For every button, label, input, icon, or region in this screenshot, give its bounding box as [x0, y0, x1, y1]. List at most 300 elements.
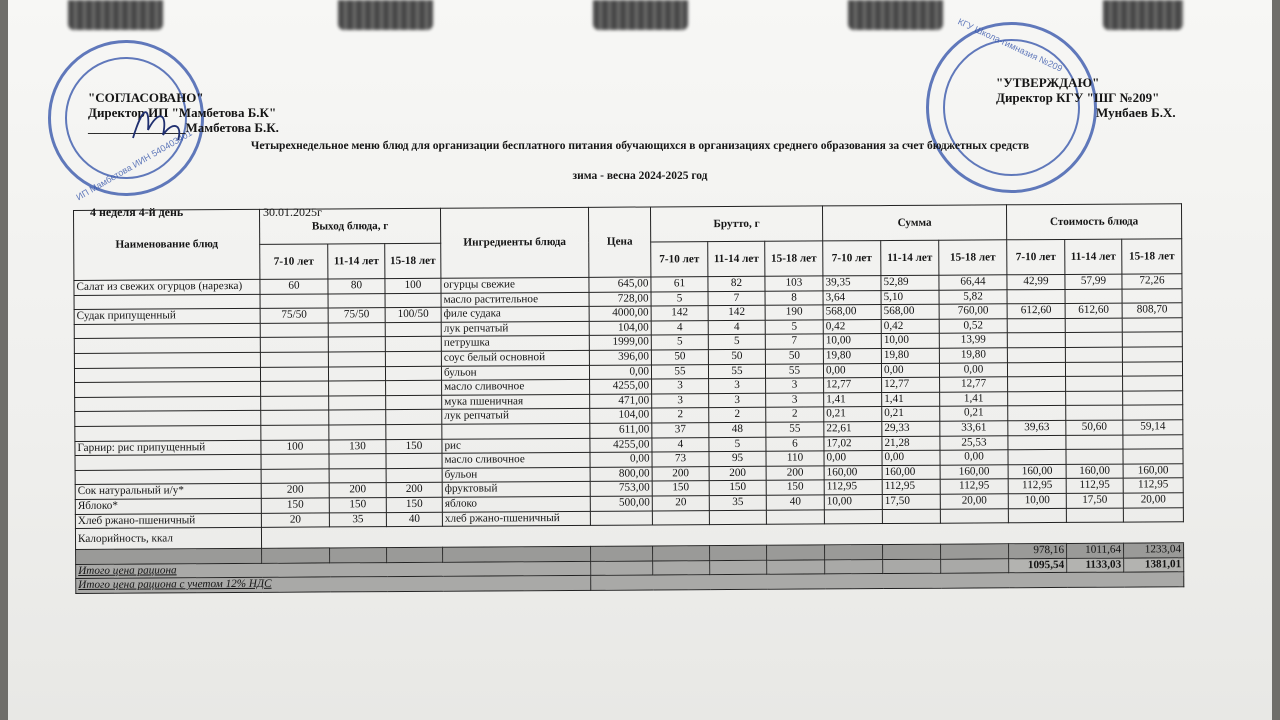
price-cell: 104,00 — [589, 321, 651, 336]
approval-right-line2: Мунбаев Б.Х. — [1096, 105, 1176, 120]
cost-cell — [1065, 347, 1122, 362]
sum-cell: 12,77 — [940, 377, 1008, 392]
output-cell: 40 — [386, 512, 442, 527]
header-brutto: Брутто, г — [650, 206, 822, 242]
sum-cell: 0,52 — [939, 319, 1007, 334]
brutto-cell: 50 — [651, 350, 708, 365]
price-cell: 800,00 — [590, 467, 652, 482]
output-cell: 200 — [386, 483, 442, 498]
sum-cell: 20,00 — [940, 494, 1008, 509]
cost-cell: 112,95 — [1066, 478, 1123, 493]
brutto-cell — [652, 510, 709, 525]
cost-cell — [1008, 508, 1066, 523]
sum-cell: 568,00 — [823, 305, 881, 320]
total-vat-label: Итого цена рациона с учетом 12% НДС — [76, 576, 591, 594]
day-label: 4 неделя 4-й день — [90, 205, 184, 219]
cost-cell — [1123, 390, 1183, 405]
output-cell — [261, 425, 329, 440]
sum-cell: 1,41 — [940, 392, 1008, 407]
dish-name-cell: Салат из свежих огурцов (нарезка) — [74, 279, 260, 295]
output-cell — [386, 424, 442, 439]
output-cell — [329, 395, 386, 410]
sum-cell: 760,00 — [939, 304, 1007, 319]
ingredient-cell — [442, 423, 590, 438]
price-cell: 0,00 — [590, 452, 652, 467]
output-cell — [385, 351, 441, 366]
brutto-cell: 55 — [765, 363, 823, 378]
output-cell: 60 — [260, 279, 328, 294]
sum-cell: 12,77 — [882, 377, 940, 392]
cost-cell — [1007, 289, 1065, 304]
header-age: 11-14 лет — [1065, 239, 1122, 274]
document-title: Четырехнедельное меню блюд для организации бесплатного питания обучающихся в организациях среднего образования за счет бюджетных средств — [250, 140, 1030, 152]
cost-cell — [1007, 318, 1065, 333]
sum-cell: 13,99 — [939, 333, 1007, 348]
output-cell — [329, 410, 386, 425]
brutto-cell: 103 — [765, 276, 823, 291]
sum-cell: 21,28 — [882, 436, 940, 451]
dish-name-cell — [74, 338, 260, 354]
price-cell: 396,00 — [589, 350, 651, 365]
cost-cell: 160,00 — [1008, 464, 1066, 479]
output-cell: 150 — [261, 498, 329, 513]
cost-cell: 160,00 — [1066, 464, 1123, 479]
cost-cell — [1123, 434, 1183, 449]
output-cell — [329, 425, 386, 440]
brutto-cell: 55 — [766, 422, 824, 437]
brutto-cell: 50 — [708, 349, 765, 364]
cost-cell: 59,14 — [1123, 420, 1183, 435]
brutto-cell: 5 — [651, 335, 708, 350]
output-cell — [329, 381, 386, 396]
approval-left-line1: Директор ИП "Мамбетова Б.К" — [88, 105, 277, 120]
redaction-bar — [68, 0, 163, 30]
price-cell: 500,00 — [590, 496, 652, 511]
sum-cell: 10,00 — [823, 334, 881, 349]
cost-cell: 612,60 — [1065, 303, 1122, 318]
brutto-cell: 2 — [709, 408, 766, 423]
brutto-cell: 55 — [651, 364, 708, 379]
output-cell: 150 — [386, 497, 442, 512]
cost-cell: 20,00 — [1123, 493, 1183, 508]
sum-cell: 112,95 — [940, 479, 1008, 494]
total-price-value: 978,16 — [1009, 544, 1067, 559]
brutto-cell: 200 — [652, 466, 709, 481]
brutto-cell: 6 — [766, 436, 824, 451]
dish-name-cell — [74, 367, 260, 383]
sum-cell: 33,61 — [940, 421, 1008, 436]
output-cell: 80 — [328, 279, 385, 294]
cost-cell — [1122, 361, 1182, 376]
redaction-bar — [848, 0, 943, 30]
ingredient-cell: лук репчатый — [442, 409, 590, 424]
output-cell: 35 — [329, 512, 386, 527]
sum-cell: 10,00 — [881, 334, 939, 349]
dish-name-cell: Гарнир: рис припущенный — [75, 440, 261, 456]
sum-cell: 22,61 — [824, 422, 882, 437]
header-ingredients: Ингредиенты блюда — [440, 207, 588, 278]
header-age: 7-10 лет — [651, 242, 708, 277]
sum-cell: 0,21 — [940, 406, 1008, 421]
sum-cell: 568,00 — [881, 304, 939, 319]
brutto-cell: 5 — [708, 335, 765, 350]
output-cell — [261, 381, 329, 396]
brutto-cell: 150 — [709, 481, 766, 496]
day-date: 30.01.2025г — [263, 205, 322, 219]
brutto-cell: 4 — [708, 320, 765, 335]
brutto-cell: 8 — [765, 291, 823, 306]
sum-cell: 39,35 — [823, 276, 881, 291]
brutto-cell: 4 — [651, 320, 708, 335]
dish-name-cell: Яблоко* — [75, 498, 261, 514]
approval-left-line2: _______________Мамбетова Б.К. — [88, 120, 279, 135]
cost-cell: 42,99 — [1007, 274, 1065, 289]
left-stamp-text: ИП Мамбетова ИИН 540403401 — [74, 127, 194, 203]
brutto-cell: 37 — [652, 423, 709, 438]
cost-cell — [1008, 435, 1066, 450]
output-cell: 130 — [329, 439, 386, 454]
cost-cell — [1066, 376, 1123, 391]
cost-cell — [1122, 347, 1182, 362]
sum-cell: 10,00 — [824, 494, 882, 509]
output-cell — [385, 293, 441, 308]
output-cell: 150 — [386, 439, 442, 454]
right-stamp-text: КГУ Школа-гимназия №209 — [956, 16, 1065, 74]
cost-cell — [1008, 391, 1066, 406]
header-age: 7-10 лет — [823, 241, 881, 276]
sum-cell: 0,42 — [881, 319, 939, 334]
cost-cell: 612,60 — [1007, 304, 1065, 319]
price-cell: 1999,00 — [589, 335, 651, 350]
sum-cell: 0,00 — [940, 450, 1008, 465]
sum-cell: 19,80 — [823, 349, 881, 364]
dish-name-cell — [74, 352, 260, 368]
output-cell — [329, 468, 386, 483]
brutto-cell — [709, 510, 766, 525]
price-cell: 611,00 — [590, 423, 652, 438]
approval-right-heading: "УТВЕРЖДАЮ" — [996, 75, 1100, 90]
price-cell: 0,00 — [589, 365, 651, 380]
sum-cell: 17,02 — [824, 436, 882, 451]
brutto-cell: 5 — [709, 437, 766, 452]
brutto-cell: 7 — [708, 291, 765, 306]
cost-cell — [1123, 449, 1183, 464]
brutto-cell: 82 — [708, 276, 765, 291]
output-cell — [261, 469, 329, 484]
price-cell: 753,00 — [590, 481, 652, 496]
price-cell: 645,00 — [589, 277, 651, 292]
brutto-cell: 200 — [709, 466, 766, 481]
brutto-cell: 142 — [651, 306, 708, 321]
dish-name-cell — [75, 396, 261, 412]
cost-cell — [1122, 318, 1182, 333]
sum-cell: 25,53 — [940, 435, 1008, 450]
brutto-cell: 3 — [766, 378, 824, 393]
brutto-cell: 3 — [709, 393, 766, 408]
brutto-cell: 61 — [651, 277, 708, 292]
cost-cell — [1066, 508, 1123, 523]
brutto-cell: 3 — [652, 393, 709, 408]
brutto-cell: 3 — [709, 378, 766, 393]
brutto-cell: 110 — [766, 451, 824, 466]
cost-cell — [1008, 377, 1066, 392]
total-vat-value: 1095,54 — [1009, 558, 1067, 573]
brutto-cell: 5 — [765, 320, 823, 335]
output-cell — [385, 322, 441, 337]
sum-cell: 0,21 — [824, 407, 882, 422]
cost-cell: 112,95 — [1008, 479, 1066, 494]
cost-cell: 39,63 — [1008, 420, 1066, 435]
output-cell — [329, 454, 386, 469]
sum-cell: 160,00 — [824, 465, 882, 480]
dish-name-cell — [74, 294, 260, 310]
output-cell — [386, 410, 442, 425]
output-cell — [385, 366, 441, 381]
cost-cell: 808,70 — [1122, 303, 1182, 318]
ingredient-cell: яблоко — [442, 496, 590, 511]
menu-body — [74, 274, 1183, 529]
cost-cell: 160,00 — [1123, 463, 1183, 478]
cost-cell — [1007, 347, 1065, 362]
header-dish: Наименование блюд — [74, 209, 260, 280]
total-vat-empty — [591, 572, 1184, 590]
cost-cell: 72,26 — [1122, 274, 1182, 289]
cost-cell — [1065, 289, 1122, 304]
cost-cell: 17,50 — [1066, 493, 1123, 508]
sum-cell: 0,21 — [882, 407, 940, 422]
brutto-cell: 150 — [766, 480, 824, 495]
sum-cell: 19,80 — [881, 348, 939, 363]
sum-cell: 0,00 — [939, 362, 1007, 377]
header-age: 15-18 лет — [1122, 239, 1182, 274]
sum-cell: 1,41 — [824, 392, 882, 407]
redaction-bar — [593, 0, 688, 30]
price-cell: 4255,00 — [590, 437, 652, 452]
approval-right-line1: Директор КГУ "ШГ №209" — [996, 90, 1160, 105]
output-cell — [386, 468, 442, 483]
sum-cell: 112,95 — [882, 480, 940, 495]
calories-label: Калорийность, ккал — [75, 527, 261, 549]
output-cell: 100 — [385, 278, 441, 293]
dish-name-cell: Сок натуральный и/у* — [75, 484, 261, 500]
cost-cell: 10,00 — [1008, 493, 1066, 508]
header-age: 15-18 лет — [939, 240, 1007, 275]
sum-cell: 12,77 — [824, 378, 882, 393]
dish-name-cell: Судак припущенный — [74, 309, 260, 325]
cost-cell — [1123, 376, 1183, 391]
sum-cell: 17,50 — [882, 494, 940, 509]
cost-cell — [1065, 318, 1122, 333]
ingredient-cell: бульон — [441, 365, 589, 380]
brutto-cell: 200 — [766, 466, 824, 481]
cost-cell: 50,60 — [1066, 420, 1123, 435]
output-cell — [328, 366, 385, 381]
output-cell — [385, 337, 441, 352]
total-price-value: 1011,64 — [1067, 543, 1124, 558]
sum-cell: 5,10 — [881, 290, 939, 305]
ingredient-cell: фруктовый — [442, 482, 590, 497]
header-age: 11-14 лет — [328, 244, 385, 279]
output-cell — [260, 352, 328, 367]
header-age: 15-18 лет — [385, 243, 441, 278]
brutto-cell: 48 — [709, 422, 766, 437]
brutto-cell: 95 — [709, 451, 766, 466]
price-cell: 4000,00 — [589, 306, 651, 321]
sum-cell: 0,00 — [881, 363, 939, 378]
price-cell: 104,00 — [590, 408, 652, 423]
sum-cell: 112,95 — [824, 480, 882, 495]
dish-name-cell — [75, 425, 261, 441]
ingredient-cell: масло сливочное — [442, 380, 590, 395]
price-cell — [590, 510, 652, 525]
output-cell: 20 — [261, 512, 329, 527]
brutto-cell: 142 — [708, 305, 765, 320]
header-cost: Стоимость блюда — [1006, 204, 1181, 240]
dish-name-cell: Хлеб ржано-пшеничный — [75, 513, 261, 529]
ingredient-cell: бульон — [442, 467, 590, 482]
output-cell — [261, 454, 329, 469]
output-cell — [328, 322, 385, 337]
sum-cell: 0,42 — [823, 319, 881, 334]
cost-cell — [1008, 406, 1066, 421]
total-price-value: 1233,04 — [1124, 543, 1184, 558]
brutto-cell: 190 — [765, 305, 823, 320]
ingredient-cell: масло растительное — [441, 292, 589, 307]
output-cell — [328, 352, 385, 367]
cost-cell — [1122, 332, 1182, 347]
sum-cell: 160,00 — [882, 465, 940, 480]
output-cell — [386, 395, 442, 410]
sum-cell: 5,82 — [939, 289, 1007, 304]
sum-cell: 0,00 — [823, 363, 881, 378]
ingredient-cell: мука пшеничная — [442, 394, 590, 409]
header-age: 7-10 лет — [260, 244, 328, 279]
sum-cell: 29,33 — [882, 421, 940, 436]
cost-cell — [1123, 507, 1183, 522]
approval-right — [996, 75, 1176, 120]
cost-cell — [1065, 362, 1122, 377]
output-cell: 200 — [329, 483, 386, 498]
ingredient-cell: хлеб ржано-пшеничный — [442, 511, 590, 526]
brutto-cell: 5 — [651, 291, 708, 306]
cost-cell — [1066, 405, 1123, 420]
header-age: 11-14 лет — [881, 240, 939, 275]
sum-cell: 160,00 — [940, 465, 1008, 480]
output-cell — [386, 380, 442, 395]
signature — [128, 100, 188, 145]
price-cell: 4255,00 — [590, 379, 652, 394]
cost-cell — [1066, 391, 1123, 406]
output-cell: 75/50 — [328, 308, 385, 323]
ingredient-cell: масло сливочное — [442, 452, 590, 467]
price-cell: 728,00 — [589, 292, 651, 307]
brutto-cell: 4 — [652, 437, 709, 452]
ingredient-cell: огурцы свежие — [441, 277, 589, 292]
sum-cell: 19,80 — [939, 348, 1007, 363]
header-price: Цена — [588, 207, 650, 277]
sum-cell — [940, 508, 1008, 523]
dish-name-cell — [75, 454, 261, 470]
total-vat-value: 1133,03 — [1067, 558, 1124, 573]
output-cell — [261, 396, 329, 411]
redaction-bar — [338, 0, 433, 30]
output-cell — [328, 293, 385, 308]
output-cell — [261, 410, 329, 425]
cost-cell — [1007, 333, 1065, 348]
price-cell: 471,00 — [590, 394, 652, 409]
brutto-cell: 7 — [765, 334, 823, 349]
redaction-bar — [1103, 0, 1183, 30]
total-vat-value: 1381,01 — [1124, 557, 1184, 572]
cost-cell: 112,95 — [1123, 478, 1183, 493]
brutto-cell: 20 — [652, 496, 709, 511]
cost-cell — [1122, 288, 1182, 303]
cost-cell — [1008, 450, 1066, 465]
cost-cell — [1066, 435, 1123, 450]
ingredient-cell: филе судака — [441, 307, 589, 322]
output-cell — [260, 294, 328, 309]
brutto-cell — [766, 509, 824, 524]
output-cell: 150 — [329, 497, 386, 512]
output-cell — [386, 453, 442, 468]
sum-cell: 52,89 — [881, 275, 939, 290]
output-cell — [260, 323, 328, 338]
ingredient-cell: рис — [442, 438, 590, 453]
cost-cell — [1123, 405, 1183, 420]
header-sum: Сумма — [822, 205, 1006, 241]
cost-cell: 57,99 — [1065, 274, 1122, 289]
cost-cell — [1007, 362, 1065, 377]
sum-cell — [882, 509, 940, 524]
output-cell: 75/50 — [260, 308, 328, 323]
header-output: Выход блюда, г — [259, 208, 440, 244]
output-cell: 200 — [261, 483, 329, 498]
output-cell — [328, 337, 385, 352]
dish-name-cell — [75, 411, 261, 427]
cost-cell — [1066, 449, 1123, 464]
sum-cell: 0,00 — [824, 451, 882, 466]
dish-name-cell — [74, 323, 260, 339]
sum-cell: 66,44 — [939, 275, 1007, 290]
output-cell — [260, 337, 328, 352]
brutto-cell: 35 — [709, 495, 766, 510]
output-cell — [260, 367, 328, 382]
sum-cell: 1,41 — [882, 392, 940, 407]
brutto-cell: 3 — [652, 379, 709, 394]
brutto-cell: 50 — [765, 349, 823, 364]
header-age: 7-10 лет — [1007, 239, 1065, 274]
approval-left-heading: "СОГЛАСОВАНО" — [88, 90, 204, 105]
document-subtitle: зима - весна 2024-2025 год — [572, 170, 708, 182]
brutto-cell: 3 — [766, 393, 824, 408]
cost-cell — [1065, 332, 1122, 347]
header-age: 11-14 лет — [708, 241, 765, 276]
sum-cell: 0,00 — [882, 450, 940, 465]
ingredient-cell: петрушка — [441, 336, 589, 351]
brutto-cell: 2 — [652, 408, 709, 423]
header-age: 15-18 лет — [765, 241, 823, 276]
dish-name-cell — [75, 382, 261, 398]
output-cell: 100 — [261, 439, 329, 454]
brutto-cell: 73 — [652, 452, 709, 467]
sum-cell: 3,64 — [823, 290, 881, 305]
output-cell: 100/50 — [385, 307, 441, 322]
dish-name-cell — [75, 469, 261, 485]
ingredient-cell: лук репчатый — [441, 321, 589, 336]
brutto-cell: 55 — [708, 364, 765, 379]
menu-table — [73, 203, 1184, 594]
brutto-cell: 2 — [766, 407, 824, 422]
